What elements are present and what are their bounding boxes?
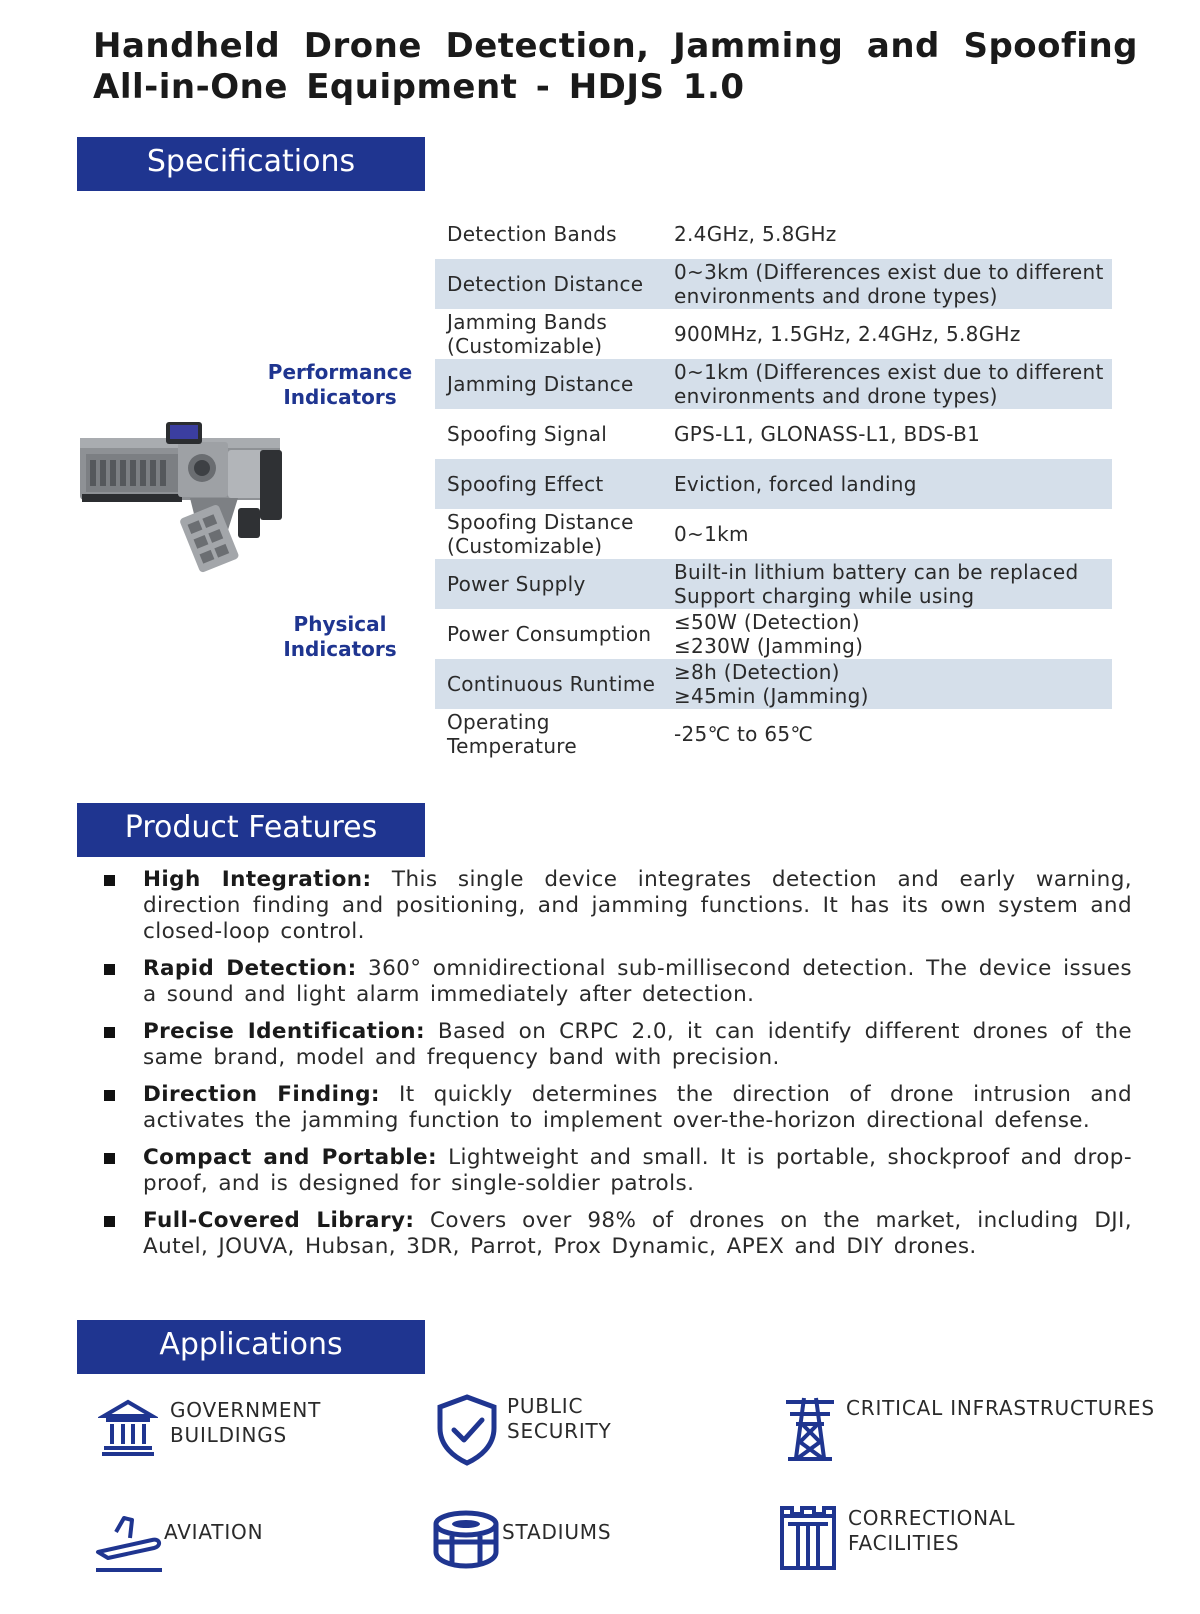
shield-check-icon — [434, 1394, 500, 1466]
feature-description: This single device integrates detection and early warning, direction finding and positioning, and jamming functions. It has its own system and closed-loop control. — [143, 867, 1132, 944]
bullet-square-icon — [104, 1216, 115, 1227]
spec-row — [435, 609, 1112, 659]
spec-row — [435, 509, 1112, 559]
bullet-square-icon — [104, 964, 115, 975]
spec-label: Operating Temperature — [447, 710, 577, 758]
spec-value: GPS-L1, GLONASS-L1, BDS-B1 — [674, 422, 981, 446]
spec-label: Spoofing Distance (Customizable) — [447, 510, 634, 558]
spec-row — [435, 459, 1112, 509]
power-tower-icon — [782, 1396, 838, 1462]
spec-label: Detection Distance — [447, 272, 644, 296]
application-label: CRITICAL INFRASTRUCTURES — [846, 1396, 1155, 1420]
feature-item — [100, 1019, 1132, 1071]
bullet-square-icon — [104, 875, 115, 886]
bullet-square-icon — [104, 1090, 115, 1101]
section-header-specifications: Specifications — [77, 137, 425, 191]
spec-value: 0~3km (Differences exist due to different environments and drone types) — [674, 260, 1104, 308]
bullet-square-icon — [104, 1153, 115, 1164]
spec-label: Continuous Runtime — [447, 672, 656, 696]
application-correctional-facilities — [778, 1504, 1015, 1572]
application-label: CORRECTIONAL FACILITIES — [848, 1506, 1016, 1555]
feature-title: Rapid Detection: — [143, 956, 357, 981]
feature-title: Precise Identification: — [143, 1019, 425, 1044]
stadium-icon — [430, 1508, 502, 1572]
airplane-icon — [94, 1512, 164, 1574]
feature-item — [100, 867, 1132, 945]
spec-value: 2.4GHz, 5.8GHz — [674, 222, 837, 246]
feature-description: Lightweight and small. It is portable, shockproof and drop-proof, and is designed for single-soldier patrols. — [143, 1145, 1132, 1196]
feature-description: It quickly determines the direction of drone intrusion and activates the jamming function to implement over-the-horizon directional defense. — [143, 1082, 1132, 1133]
application-label: AVIATION — [164, 1520, 264, 1544]
feature-description: Covers over 98% of drones on the market, including DJI, Autel, JOUVA, Hubsan, 3DR, Parrot, Prox Dynamic, APEX and DIY drones. — [143, 1208, 1133, 1259]
spec-row — [435, 559, 1112, 609]
specifications-table — [435, 209, 1112, 759]
spec-label: Spoofing Signal — [447, 422, 608, 446]
spec-label: Power Supply — [447, 572, 586, 596]
spec-value: 0~1km — [674, 522, 749, 546]
spec-row — [435, 709, 1112, 759]
spec-value: -25℃ to 65℃ — [674, 722, 814, 746]
spec-row — [435, 359, 1112, 409]
feature-title: Direction Finding: — [143, 1082, 380, 1107]
spec-label: Detection Bands — [447, 222, 617, 246]
spec-value: 900MHz, 1.5GHz, 2.4GHz, 5.8GHz — [674, 322, 1021, 346]
spec-row — [435, 409, 1112, 459]
spec-row — [435, 209, 1112, 259]
spec-label: Spoofing Effect — [447, 472, 604, 496]
feature-description: 360° omnidirectional sub-millisecond detection. The device issues a sound and light alarm immediately after detection. — [143, 956, 1132, 1007]
application-label: PUBLIC SECURITY — [507, 1394, 612, 1443]
spec-label: Jamming Bands (Customizable) — [447, 310, 608, 358]
spec-value: ≥8h (Detection) ≥45min (Jamming) — [674, 660, 869, 708]
spec-label: Power Consumption — [447, 622, 652, 646]
application-aviation — [94, 1512, 263, 1574]
spec-row — [435, 309, 1112, 359]
application-critical-infrastructures — [782, 1396, 1155, 1462]
section-header-applications: Applications — [77, 1320, 425, 1374]
feature-title: High Integration: — [143, 867, 372, 892]
page-title: Handheld Drone Detection, Jamming and Spoofing All-in-One Equipment - HDJS 1.0 — [93, 26, 1138, 107]
feature-list — [100, 867, 1132, 1271]
feature-title: Compact and Portable: — [143, 1145, 438, 1170]
application-stadiums — [430, 1508, 611, 1572]
spec-row — [435, 259, 1112, 309]
spec-value: Built-in lithium battery can be replaced Support charging while using — [674, 560, 1079, 608]
feature-item — [100, 1145, 1132, 1197]
spec-label: Jamming Distance — [447, 372, 634, 396]
spec-value: 0~1km (Differences exist due to different environments and drone types) — [674, 360, 1104, 408]
spec-value: ≤50W (Detection) ≤230W (Jamming) — [674, 610, 864, 658]
government-building-icon — [98, 1398, 158, 1458]
feature-title: Full-Covered Library: — [143, 1208, 415, 1233]
performance-indicators-label: Performance Indicators — [267, 360, 413, 409]
bullet-square-icon — [104, 1027, 115, 1038]
application-government-buildings — [98, 1398, 321, 1458]
feature-item — [100, 1082, 1132, 1134]
spec-value: Eviction, forced landing — [674, 472, 917, 496]
prison-icon — [778, 1504, 838, 1572]
feature-item — [100, 1208, 1132, 1260]
handheld-jammer-device-image — [78, 420, 288, 580]
application-label: GOVERNMENT BUILDINGS — [170, 1398, 322, 1447]
section-header-product-features: Product Features — [77, 803, 425, 857]
feature-description: Based on CRPC 2.0, it can identify different drones of the same brand, model and frequency band with precision. — [143, 1019, 1133, 1070]
physical-indicators-label: Physical Indicators — [283, 612, 397, 661]
application-label: STADIUMS — [502, 1520, 612, 1544]
feature-item — [100, 956, 1132, 1008]
application-public-security — [434, 1394, 612, 1466]
spec-row — [435, 659, 1112, 709]
